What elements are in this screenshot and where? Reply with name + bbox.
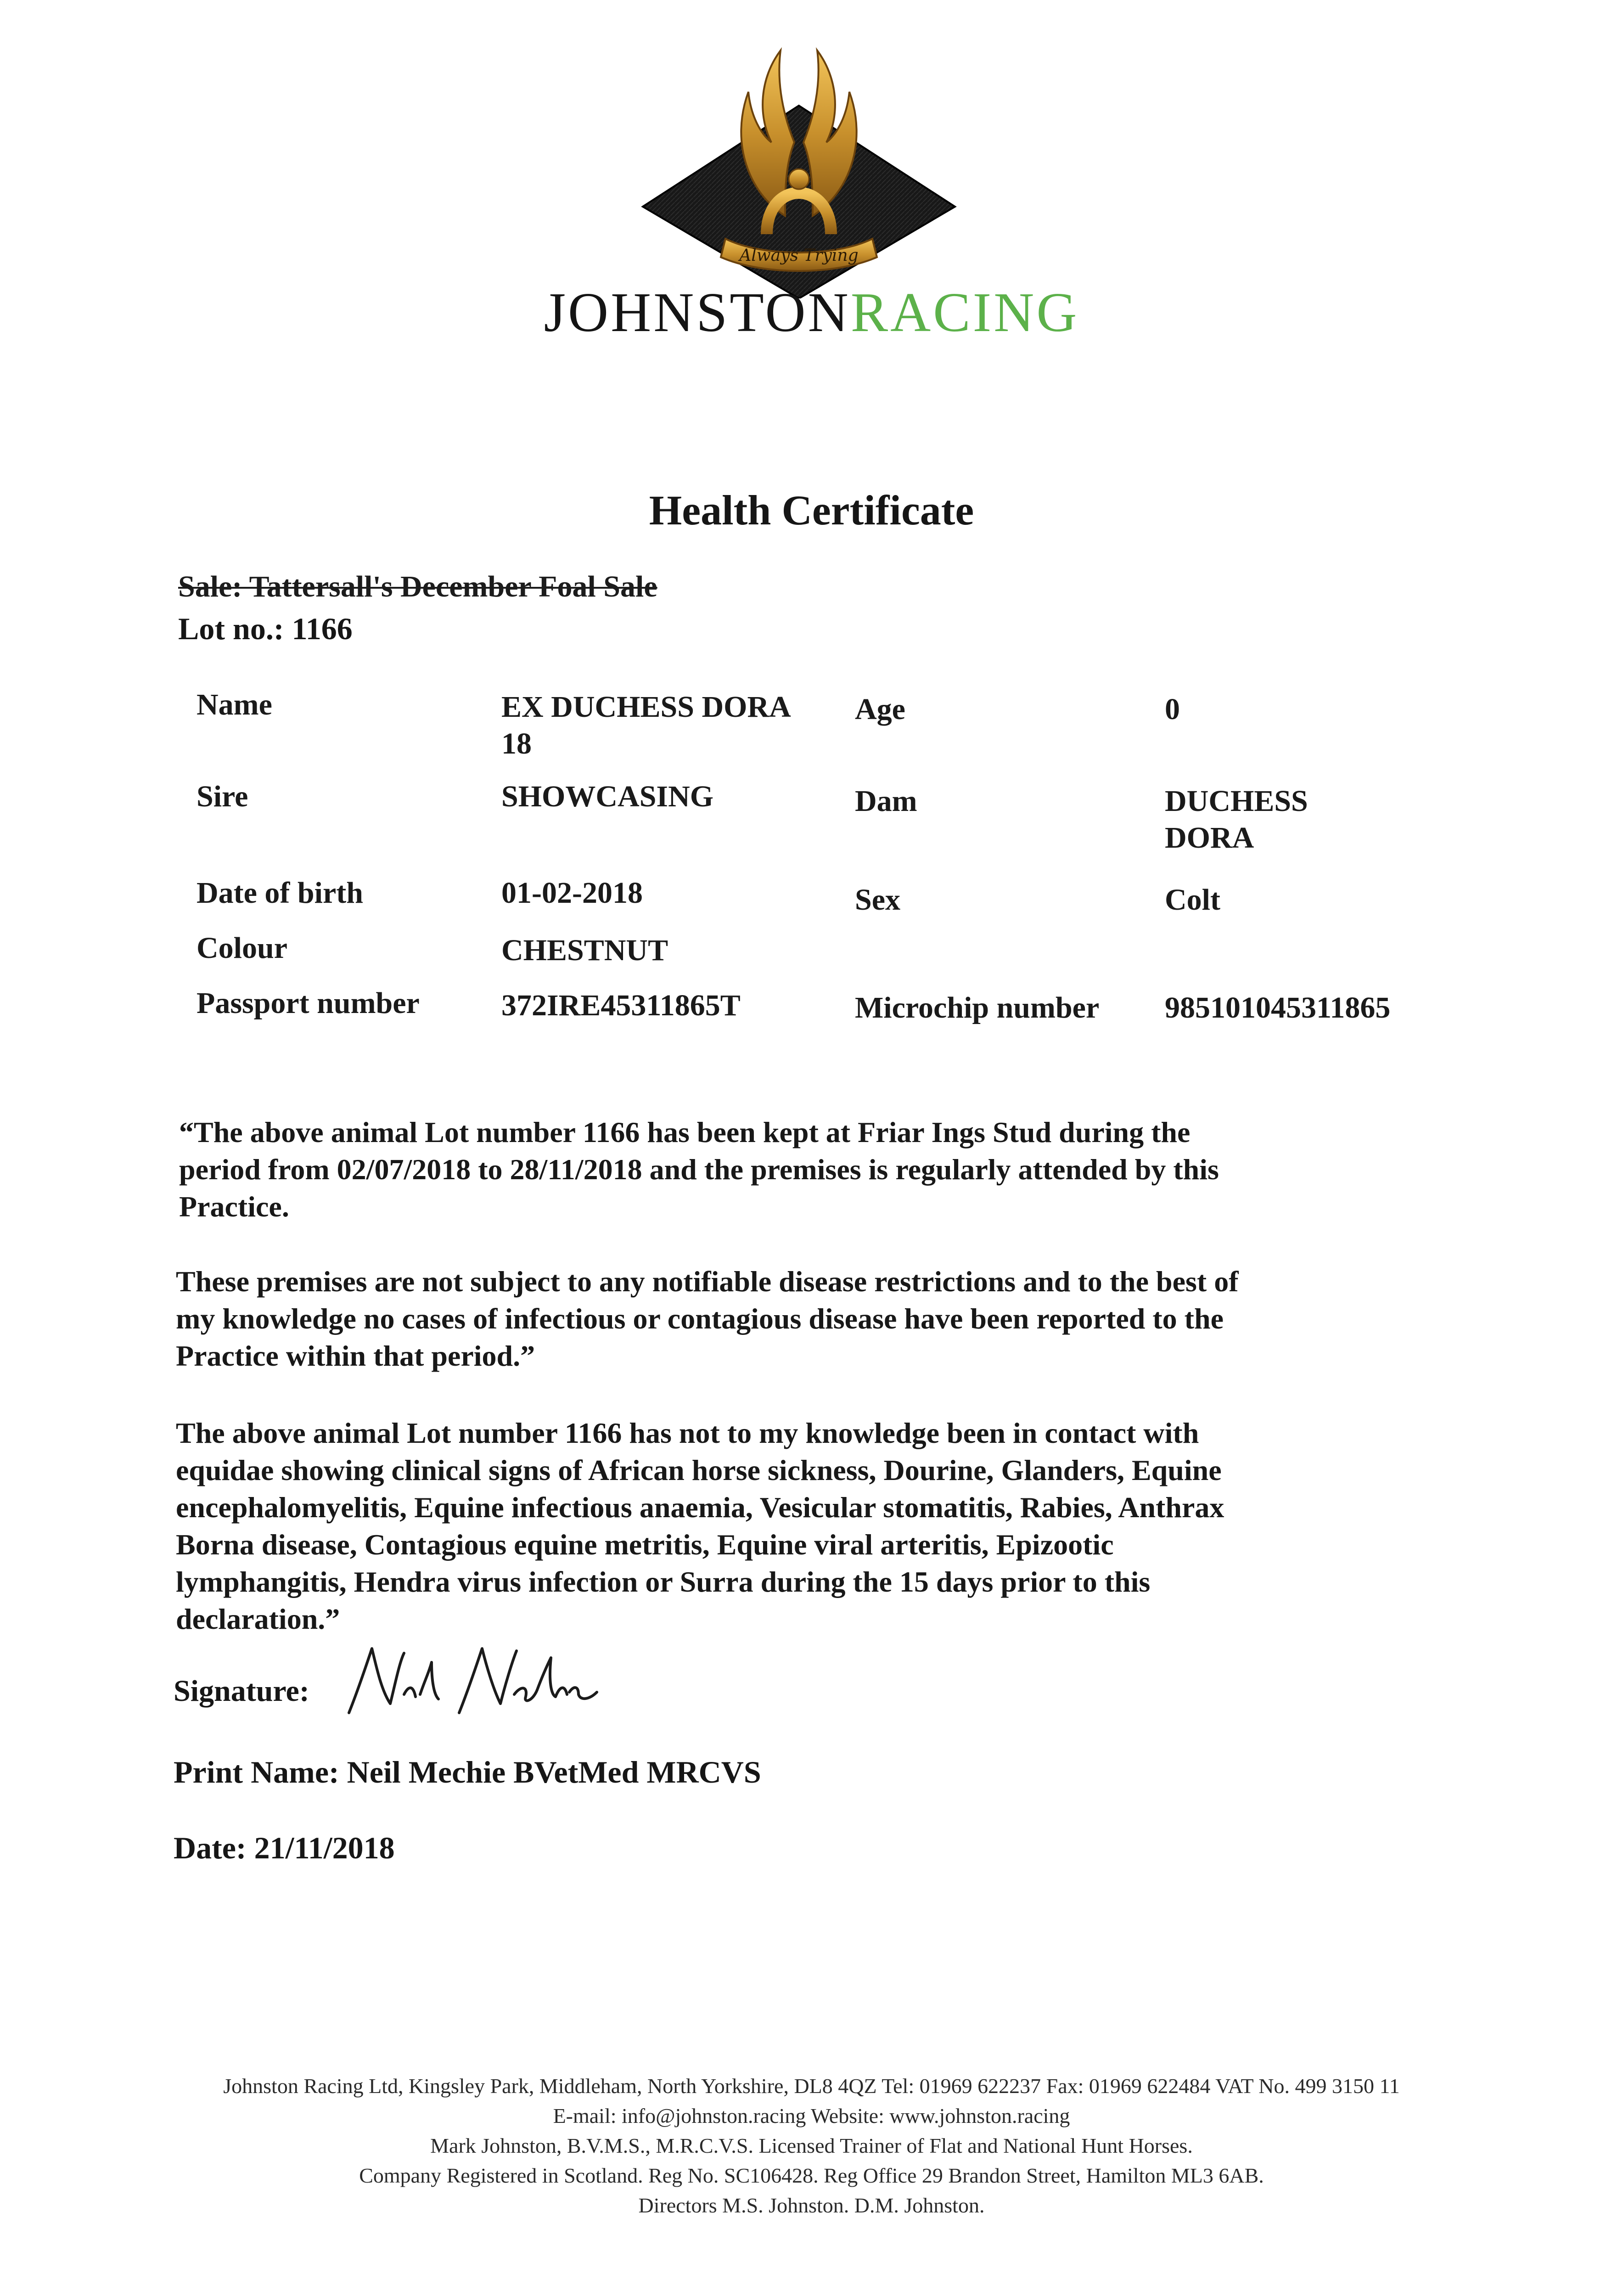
age-label: Age <box>855 692 905 726</box>
footer-line-directors: Directors M.S. Johnston. D.M. Johnston. <box>638 2194 985 2217</box>
footer-line-contact: E-mail: info@johnston.racing Website: www.johnston.racing <box>553 2104 1070 2127</box>
statement-line: period from 02/07/2018 to 28/11/2018 and the premises is regularly attended by this <box>179 1153 1219 1186</box>
company-footer <box>0 2071 1623 2220</box>
document-title: Health Certificate <box>649 487 974 534</box>
print-name: Print Name: Neil Mechie BVetMed MRCVS <box>174 1755 761 1790</box>
passport-value: 372IRE45311865T <box>501 989 741 1022</box>
sex-label: Sex <box>855 883 900 917</box>
dam-value-line2: DORA <box>1165 821 1254 855</box>
colour-value: CHESTNUT <box>501 934 668 967</box>
name-value-line1: EX DUCHESS DORA <box>501 690 791 724</box>
johnston-racing-crest-logo <box>634 41 964 298</box>
microchip-label: Microchip number <box>855 991 1100 1024</box>
statement-line: Practice within that period.” <box>176 1339 535 1372</box>
statement-line: “The above animal Lot number 1166 has been kept at Friar Ings Stud during the <box>179 1116 1191 1148</box>
name-label: Name <box>197 688 272 721</box>
statement-line: The above animal Lot number 1166 has not to my knowledge been in contact with <box>176 1417 1199 1449</box>
dam-label: Dam <box>855 784 917 818</box>
statement-premises <box>176 1263 1415 1374</box>
signature-date: Date: 21/11/2018 <box>174 1830 395 1865</box>
logo-motto: Always Trying <box>739 246 859 265</box>
dob-value: 01-02-2018 <box>501 876 643 910</box>
footer-line-trainer: Mark Johnston, B.V.M.S., M.R.C.V.S. Licensed Trainer of Flat and National Hunt Horses. <box>430 2134 1193 2157</box>
name-value-line2: 18 <box>501 727 532 760</box>
statement-line: Practice. <box>179 1190 289 1223</box>
dob-label: Date of birth <box>197 876 363 910</box>
sire-value: SHOWCASING <box>501 780 714 813</box>
statement-line: Borna disease, Contagious equine metritis, Equine viral arteritis, Epizootic <box>176 1528 1114 1561</box>
age-value: 0 <box>1165 692 1180 726</box>
statement-line: lymphangitis, Hendra virus infection or Surra during the 15 days prior to this <box>176 1565 1151 1598</box>
microchip-value: 985101045311865 <box>1165 991 1391 1024</box>
statement-kept-at-stud <box>179 1114 1419 1225</box>
brand-wordmark <box>0 281 1623 343</box>
statement-line: encephalomyelitis, Equine infectious anaemia, Vesicular stomatitis, Rabies, Anthrax <box>176 1491 1224 1524</box>
statement-line: my knowledge no cases of infectious or contagious disease have been reported to the <box>176 1302 1224 1335</box>
dam-value-line1: DUCHESS <box>1165 784 1308 818</box>
sire-label: Sire <box>197 780 248 813</box>
sex-value: Colt <box>1165 883 1220 917</box>
lot-number: Lot no.: 1166 <box>178 611 353 646</box>
sale-line: Sale: Tattersall's December Foal Sale <box>178 570 657 603</box>
footer-line-registration: Company Registered in Scotland. Reg No. SC106428. Reg Office 29 Brandon Street, Hamilton ML3 6AB. <box>359 2164 1264 2187</box>
statement-contact-declaration <box>176 1414 1415 1638</box>
colour-label: Colour <box>197 931 287 965</box>
statement-line: declaration.” <box>176 1603 340 1635</box>
brand-part-racing: RACING <box>850 281 1079 343</box>
signature-label: Signature: <box>174 1674 309 1708</box>
footer-line-address: Johnston Racing Ltd, Kingsley Park, Middleham, North Yorkshire, DL8 4QZ Tel: 01969 622237 Fax: 01969 622484 VAT No. 499 3150 11 <box>223 2074 1400 2098</box>
statement-line: equidae showing clinical signs of African horse sickness, Dourine, Glanders, Equine <box>176 1454 1222 1486</box>
statement-line: These premises are not subject to any notifiable disease restrictions and to the best of <box>176 1265 1239 1298</box>
handwritten-signature <box>340 1635 606 1727</box>
brand-part-johnston: JOHNSTON <box>544 281 851 343</box>
passport-label: Passport number <box>197 986 420 1020</box>
